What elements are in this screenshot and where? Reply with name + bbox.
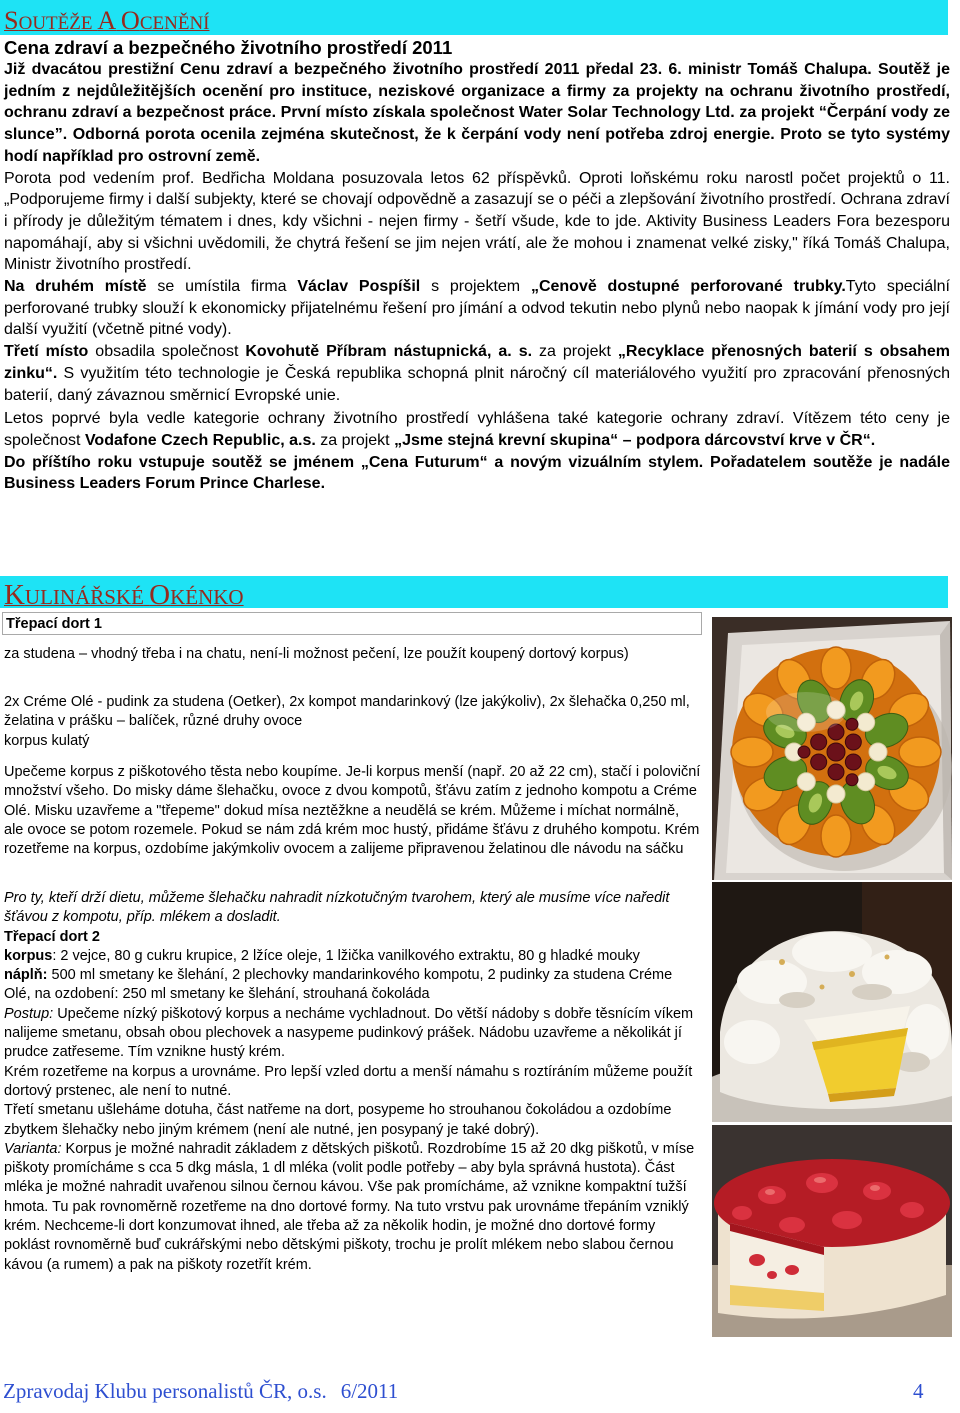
bold-text-run: Již dvacátou prestižní Cenu zdraví a bezpečného životního prostředí 2011 předal 23. 6. ministr Tomáš Chalupa. Soutěž je jedním z nejdůležitějších ocenění pro instituce, neziskové organizace a firmy za projekty na ochranu životního prostředí, ochranu zdraví a bezpečnost práce. První místo získala společnost Water Solar Technology Ltd. za projekt “Čerpání vody ze slunce”. Odborná porota ocenila zejména skutečnost, že k čerpání vody není potřeba zdroj energie. Proto se tyto systémy hodí například pro ostrovní země. xyxy=(4,61,950,165)
bold-text-run: „Recyklace přenosných baterií s obsahem zinku“. xyxy=(4,343,950,382)
section-heading-kitchen: KULINÁŘSKÉ OKÉNKO xyxy=(4,579,244,611)
page-number: 4 xyxy=(913,1379,924,1403)
text-run: Třetí smetanu ušleháme dotuha, část natřeme na dort, posypeme ho strouhanou čokoládou a ozdobíme zbytkem šlehačky nebo jiným krémem (není ale nutné, jen posypaný je také dobrý). xyxy=(4,1102,672,1138)
recipe2-title xyxy=(4,928,702,947)
bold-text-run: Václav Pospíšil xyxy=(297,278,421,296)
bold-text-run: korpus xyxy=(4,947,53,964)
article-intro-paragraph xyxy=(4,59,950,168)
text-run: Krém rozetřeme na korpus a urovnáme. Pro lepší vzled dortu a menší námahu s roztíráním můžeme použít dortový prstenec, ale není to nutné. xyxy=(4,1063,693,1099)
italic-text-run: Varianta: xyxy=(4,1140,62,1157)
recipe2-step xyxy=(4,1063,702,1102)
article-paragraph-jury xyxy=(4,168,950,277)
text-run: se umístila firma xyxy=(146,278,298,296)
bold-text-run: Na druhém místě xyxy=(4,278,147,296)
text-run: 500 ml smetany ke šlehání, 2 plechovky mandarinkového kompotu, 2 pudinky za studena Créme Olé, na ozdobení: 250 ml smetany ke šlehání, strouhaná čokoláda xyxy=(4,967,673,1003)
text-run: Tyto speciální perforované trubky slouží k ekonomicky přijatelnému řešení pro jímání a odvod tekutin nebo plynů nebo naopak k jímání vody pro její další využití (včetně pitné vody). xyxy=(4,278,950,339)
text-run: S využitím této technologie je Česká republika schopná plnit náročný cíl materiálového využití pro zpracování přenosných baterií, daný závaznou směrnicí Evropské unie. xyxy=(4,364,950,404)
bold-text-run: „Cenově dostupné perforované trubky. xyxy=(530,278,846,296)
italic-text-run: Postup: xyxy=(4,1005,54,1022)
text-run: Upečeme nízký piškotový korpus a necháme vychladnout. Do větší nádoby s dobře těsnícím víkem nalijeme smetanu, obsah obou plechovek a nasypeme pudinkový prášek. Nádobu uzavřeme a několikát jí prudce zatřeseme. Tím vznikne hustý krém. xyxy=(4,1005,694,1061)
text-run: Korpus je možné nahradit základem z dětských piškotů. Rozdrobíme 15 až 20 dkg piškotů, v míse piškoty promícháme s cca 5 dkg másla, 1 dl mléka (volit podle potřeby – aby byla správná hustota). Část mléka je možné nahradit uvařenou silnou černou kávou. Vše pak promícháme, až vznikne kompaktní tužší hmota. Tu pak rovnoměrně rozetřeme na dno dortové formy. Na tuto vrstvu pak urovnáme třepáním vzniklý krém. Nechceme-li dort konzumovat ihned, ale třeba až za několik hodin, je možné dno dortové formy poklást rovnoměrně buď cukrářskými nebo dětskými piškoty, trochu je prolít mlékem nebo slabou černou kávou (a rumem) a pak na piškoty rozetřít krém. xyxy=(4,1140,695,1273)
section-heading-competitions: SOUTĚŽE A OCENĚNÍ xyxy=(4,6,210,35)
recipe2-filling xyxy=(4,966,702,1005)
article-paragraph-second-place xyxy=(4,276,950,341)
article-title: Cena zdraví a bezpečného životního prostředí 2011 xyxy=(4,37,453,58)
ingredients-base: korpus kulatý xyxy=(4,732,90,749)
recipe-continued xyxy=(4,889,702,1275)
recipe2-base xyxy=(4,947,702,966)
page-footer xyxy=(3,1379,953,1409)
recipe-method: Upečeme korpus z piškotového těsta nebo koupíme. Je-li korpus menší (např. 20 až 22 cm), stačí i poloviční množství všeho. Do misky dáme šlehačku, ovoce z dvou kompotů, šťávu zatím z jednoho kompotu a Créme Olé. Misku uzavřeme a "třepeme" dokud mísa neztěžkne a neudělá se krém. Můžeme i míchat normálně, ale ovoce se potom rozemele. Pokud se nám zdá krém moc hustý, přidáme šťávu z druhého kompotu. Krém rozetřeme na korpus, ozdobíme jakýmkoliv ovocem a zalijeme připravenou želatinou dle návodu na sáčku xyxy=(4,764,701,858)
bold-text-run: „Jsme stejná krevní skupina“ – podpora dárcovství krve v ČR“. xyxy=(394,431,876,449)
competitions-article xyxy=(4,37,950,495)
bold-text-run: Třepací dort 2 xyxy=(4,928,100,945)
diet-tip xyxy=(4,889,702,928)
article-paragraph-health-category xyxy=(4,408,950,451)
issue-number: 6/2011 xyxy=(340,1379,399,1403)
text-run: s projektem xyxy=(420,278,531,296)
text-run: Porota pod vedením prof. Bedřicha Moldana posuzovala letos 62 příspěvků. Oproti loňskému roku narostl počet projektů o 11. „Podporujeme firmy i další subjekty, které se chovají odpovědně a zasazují se o péči a zlepšování životního prostředí. Ochrana zdraví i přírody je důležitým tématem i dnes, kdy všichni - nejen firmy - šetří všude, kde to jde. Aktivity Business Leaders Fora bezesporu napomáhají, aby si všichni uvědomili, že chytrá řešení se jim nejen vrátí, ale že mohou i znamenat velké zisky," říká Tomáš Chalupa, Ministr životního prostředí. xyxy=(4,169,950,274)
recipe2-variant xyxy=(4,1140,702,1275)
text-run: Letos poprvé byla vedle kategorie ochrany životního prostředí vyhlášena také kategorie ochrany zdraví. Vítězem této ceny je společnost xyxy=(4,410,950,449)
bold-text-run: Třetí místo xyxy=(4,343,89,361)
heading-initial: A xyxy=(97,6,117,35)
section-header-bar xyxy=(0,0,948,35)
photo-strawberry-jelly-cake xyxy=(712,1125,952,1337)
photo-fruit-cake xyxy=(712,617,952,880)
heading-initial: S xyxy=(4,6,19,35)
text-run: : 2 vejce, 80 g cukru krupice, 2 lžíce oleje, 1 lžička vanilkového extraktu, 80 g hladké mouky xyxy=(52,947,640,964)
text-run: obsadila společnost xyxy=(88,343,246,361)
section-header-bar xyxy=(0,576,948,611)
heading-initial: O xyxy=(120,6,140,35)
article-paragraph-next-year xyxy=(4,452,950,495)
photo-cream-cake xyxy=(712,882,952,1122)
recipe-note: za studena – vhodný třeba i na chatu, není-li možnost pečení, lze použít koupený dortový korpus) xyxy=(4,646,629,662)
publication-name: Zpravodaj Klubu personalistů ČR, o.s. xyxy=(3,1379,327,1403)
recipe2-step xyxy=(4,1101,702,1140)
text-run: za projekt xyxy=(532,343,618,361)
bold-text-run: Vodafone Czech Republic, a.s. xyxy=(84,431,316,449)
heading-initial: O xyxy=(149,579,171,611)
recipe-title: Třepací dort 1 xyxy=(2,612,702,635)
bold-text-run: Kovohutě Příbram nástupnická, a. s. xyxy=(245,343,533,361)
recipe2-procedure xyxy=(4,1005,702,1063)
recipe-ingredients xyxy=(4,693,702,751)
bold-text-run: Do příštího roku vstupuje soutěž se jménem „Cena Futurum“ a novým vizuálním stylem. Pořadatelem soutěže je nadále Business Leaders Forum Prince Charlese. xyxy=(4,453,950,493)
bold-text-run: náplň: xyxy=(4,967,48,984)
italic-text-run: Pro ty, kteří drží dietu, můžeme šlehačku nahradit nízkotučným tvarohem, který ale musíme více naředit šťávou z kompotu, příp. mlékem a dosladit. xyxy=(4,890,670,926)
heading-initial: K xyxy=(4,579,25,611)
text-run: za projekt xyxy=(315,431,395,449)
article-paragraph-third-place xyxy=(4,341,950,406)
ingredients-list: 2x Créme Olé - pudink za studena (Oetker), 2x kompot mandarinkový (lze jakýkoliv), 2x šlehačka 0,250 ml, želatina v prášku – balíček, různé druhy ovoce xyxy=(4,694,690,730)
